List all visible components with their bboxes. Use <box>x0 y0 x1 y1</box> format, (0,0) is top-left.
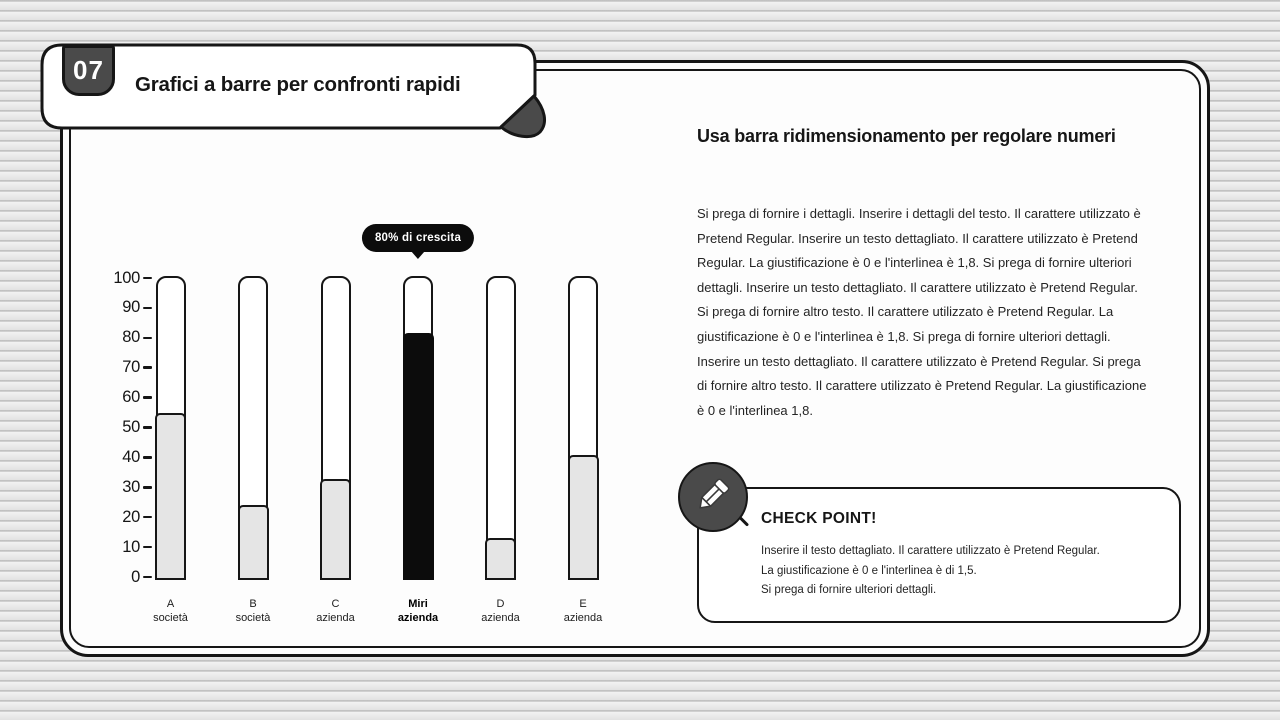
bar-fill <box>320 479 351 580</box>
y-axis-tick: 30 <box>94 478 152 496</box>
checkpoint-line: Si prega di fornire ulteriori dettagli. <box>761 584 937 596</box>
checkpoint-title: CHECK POINT! <box>761 510 877 527</box>
section-heading: Usa barra ridimensionamento per regolare numeri <box>697 126 1116 146</box>
bar-fill-highlight <box>403 333 434 580</box>
y-axis-tick: 0 <box>94 568 152 586</box>
bar-track <box>486 276 516 579</box>
category-label: E azienda <box>563 598 603 625</box>
bar-track <box>321 276 351 579</box>
y-axis-tick: 60 <box>94 389 152 407</box>
bar-track <box>156 276 186 579</box>
slide-number-badge: 07 <box>62 45 115 96</box>
bar-fill <box>238 505 269 579</box>
slide-title: Grafici a barre per confronti rapidi <box>135 73 461 96</box>
y-axis-tick: 80 <box>94 329 152 347</box>
checkpoint-box <box>697 487 1181 623</box>
category-label: D azienda <box>481 598 520 625</box>
y-axis-tick: 20 <box>94 508 152 526</box>
title-card <box>40 43 560 148</box>
y-axis-tick: 10 <box>94 538 152 556</box>
bar-fill <box>485 538 516 579</box>
slide-panel <box>60 60 1210 657</box>
category-label: Miri azienda <box>397 598 439 625</box>
category-label: A società <box>153 598 188 625</box>
pencil-badge <box>678 462 748 532</box>
category-label: C azienda <box>316 598 355 625</box>
y-axis-tick: 90 <box>94 299 152 317</box>
checkpoint-line: La giustificazione è 0 e l'interlinea è di 1,5. <box>761 564 977 577</box>
category-label: B società <box>235 598 271 625</box>
y-axis-tick: 40 <box>94 448 152 466</box>
bar-track <box>403 276 433 579</box>
y-axis-tick: 100 <box>94 269 152 287</box>
bar-track <box>568 276 598 579</box>
bar-track <box>238 276 268 579</box>
checkpoint-line: Inserire il testo dettagliato. Il carattere utilizzato è Pretend Regular. <box>761 545 1100 557</box>
body-paragraph: Si prega di fornire i dettagli. Inserire i dettagli del testo. Il carattere utilizzato è Pretend Regular. Inserire un testo dettagliato. Il carattere utilizzato è Pretend Regular. La giustificazione è 0 e l'interlinea è 1,8. Si prega di fornire ulteriori dettagli. Inserire un testo dettagliato. Il carattere utilizzato è Pretend Regular. Si prega di fornire altro testo. Il carattere utilizzato è Pretend Regular. La giustificazione è 0 e l'interlinea è 1,8. Si prega di fornire ulteriori dettagli. Inserire un testo dettagliato. Il carattere utilizzato è Pretend Regular. Si prega di fornire altro testo. Il carattere utilizzato è Pretend Regular. La giustificazione è 0 e l'interlinea 1,8. <box>697 206 1147 418</box>
bar-fill <box>155 413 186 579</box>
pencil-icon <box>690 472 736 523</box>
y-axis-tick: 70 <box>94 359 152 377</box>
growth-callout: 80% di crescita <box>362 224 474 252</box>
checkpoint-text <box>761 542 1100 601</box>
bar-fill <box>568 455 599 580</box>
y-axis-tick: 50 <box>94 419 152 437</box>
